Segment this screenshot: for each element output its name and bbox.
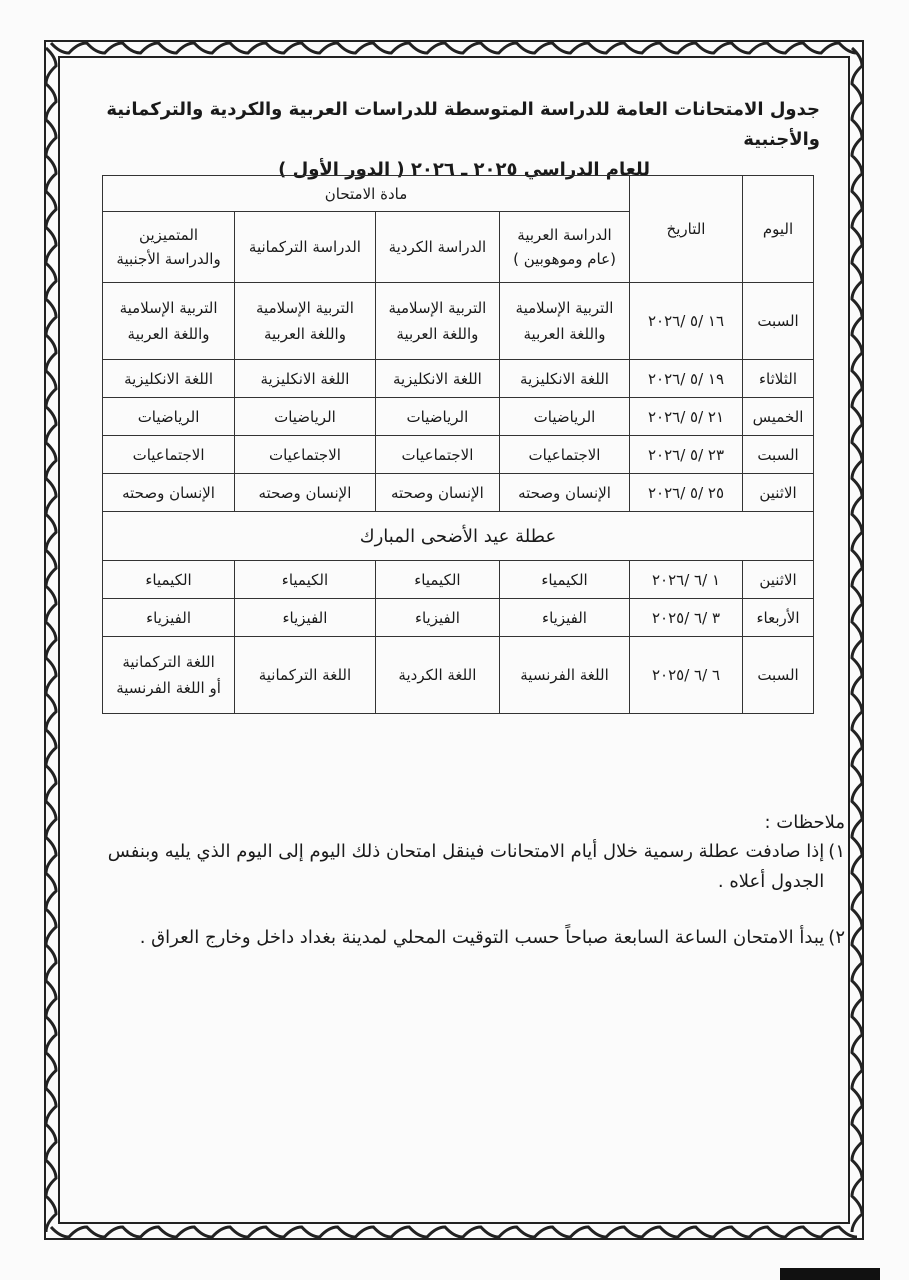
subject-cell: اللغة الكردية <box>375 637 499 714</box>
date-cell: ١٦ /٥ /٢٠٢٦ <box>630 283 743 360</box>
subject-cell: التربية الإسلامية واللغة العربية <box>103 283 235 360</box>
notes-section <box>95 812 845 979</box>
day-cell: السبت <box>743 283 814 360</box>
subject-cell: التربية الإسلامية واللغة العربية <box>235 283 376 360</box>
table-row <box>103 474 814 512</box>
subject-cell: الإنسان وصحته <box>235 474 376 512</box>
scan-edge-bar <box>780 1268 880 1280</box>
header-distinguished-foreign: المتميزين والدراسة الأجنبية <box>103 212 235 283</box>
subject-cell: اللغة التركمانية <box>235 637 376 714</box>
subject-cell: الكيمياء <box>235 561 376 599</box>
subject-cell: الاجتماعيات <box>375 436 499 474</box>
day-cell: الخميس <box>743 398 814 436</box>
date-cell: ٢٣ /٥ /٢٠٢٦ <box>630 436 743 474</box>
date-cell: ١ /٦ /٢٠٢٦ <box>630 561 743 599</box>
border-wave <box>852 48 862 1232</box>
date-cell: ٢١ /٥ /٢٠٢٦ <box>630 398 743 436</box>
note-number: ٢) <box>828 927 845 948</box>
border-wave <box>46 48 56 1232</box>
subject-cell: اللغة الفرنسية <box>500 637 630 714</box>
document-title <box>90 95 820 185</box>
subject-cell: التربية الإسلامية واللغة العربية <box>375 283 499 360</box>
subject-cell: اللغة التركمانية أو اللغة الفرنسية <box>103 637 235 714</box>
subject-cell: الاجتماعيات <box>235 436 376 474</box>
table-row <box>103 436 814 474</box>
subject-cell: الكيمياء <box>375 561 499 599</box>
day-cell: الثلاثاء <box>743 360 814 398</box>
subject-cell: الرياضيات <box>103 398 235 436</box>
subject-cell: التربية الإسلامية واللغة العربية <box>500 283 630 360</box>
note-number: ١) <box>828 841 845 862</box>
header-subject: مادة الامتحان <box>103 176 630 212</box>
subject-cell: الإنسان وصحته <box>500 474 630 512</box>
day-cell: الاثنين <box>743 474 814 512</box>
title-line-2: للعام الدراسي ٢٠٢٥ ـ ٢٠٢٦ ( الدور الأول ) <box>278 159 650 180</box>
subject-cell: الرياضيات <box>375 398 499 436</box>
date-cell: ٣ /٦ /٢٠٢٥ <box>630 599 743 637</box>
date-cell: ١٩ /٥ /٢٠٢٦ <box>630 360 743 398</box>
note-item <box>95 923 845 953</box>
table-row <box>103 360 814 398</box>
day-cell: السبت <box>743 436 814 474</box>
subject-cell: اللغة الانكليزية <box>103 360 235 398</box>
header-day: اليوم <box>743 176 814 283</box>
table-row <box>103 398 814 436</box>
subject-cell: الكيمياء <box>500 561 630 599</box>
subject-cell: الاجتماعيات <box>103 436 235 474</box>
day-cell: السبت <box>743 637 814 714</box>
subject-cell: الفيزياء <box>103 599 235 637</box>
notes-heading: ملاحظات : <box>764 812 845 833</box>
title-line-1: جدول الامتحانات العامة للدراسة المتوسطة للدراسات العربية والكردية والتركمانية والأجنبية <box>106 99 820 150</box>
subject-cell: الفيزياء <box>500 599 630 637</box>
header-arabic-study: الدراسة العربية (عام وموهوبين ) <box>500 212 630 283</box>
table-row <box>103 283 814 360</box>
subject-cell: الرياضيات <box>235 398 376 436</box>
subject-cell: اللغة الانكليزية <box>500 360 630 398</box>
subject-cell: الكيمياء <box>103 561 235 599</box>
day-cell: الأربعاء <box>743 599 814 637</box>
table-row <box>103 637 814 714</box>
subject-cell: الاجتماعيات <box>500 436 630 474</box>
subject-cell: الرياضيات <box>500 398 630 436</box>
exam-schedule-table <box>102 175 814 714</box>
subject-cell: اللغة الانكليزية <box>375 360 499 398</box>
day-cell: الاثنين <box>743 561 814 599</box>
note-text: يبدأ الامتحان الساعة السابعة صباحاً حسب التوقيت المحلي لمدينة بغداد داخل وخارج العراق . <box>139 927 825 948</box>
border-wave <box>51 1227 857 1237</box>
subject-cell: الفيزياء <box>375 599 499 637</box>
table-row <box>103 599 814 637</box>
border-wave <box>51 43 857 53</box>
header-date: التاريخ <box>630 176 743 283</box>
holiday-row <box>103 512 814 561</box>
note-item <box>95 837 845 897</box>
subject-cell: الإنسان وصحته <box>375 474 499 512</box>
header-turkmen-study: الدراسة التركمانية <box>235 212 376 283</box>
subject-cell: الإنسان وصحته <box>103 474 235 512</box>
subject-cell: اللغة الانكليزية <box>235 360 376 398</box>
table-row <box>103 561 814 599</box>
date-cell: ٦ /٦ /٢٠٢٥ <box>630 637 743 714</box>
date-cell: ٢٥ /٥ /٢٠٢٦ <box>630 474 743 512</box>
subject-cell: الفيزياء <box>235 599 376 637</box>
header-kurdish-study: الدراسة الكردية <box>375 212 499 283</box>
note-text: إذا صادفت عطلة رسمية خلال أيام الامتحانات فينقل امتحان ذلك اليوم إلى اليوم الذي يليه وبنفس الجدول أعلاه . <box>107 841 825 892</box>
holiday-label: عطلة عيد الأضحى المبارك <box>103 512 814 561</box>
